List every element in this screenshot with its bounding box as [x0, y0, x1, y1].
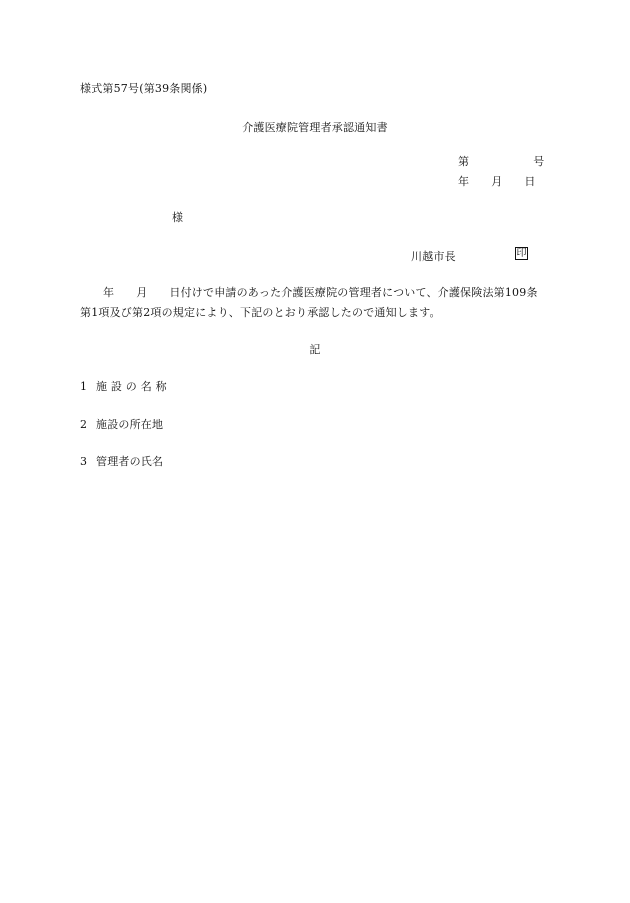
number-prefix: 第 [458, 155, 470, 168]
document-number-line [458, 155, 544, 168]
body-line-1-text: 日付けで申請のあった介護医療院の管理者について、介護保険法第109条 [169, 286, 538, 299]
body-month: 月 [136, 286, 148, 299]
body-line-2: 第1項及び第2項の規定により、下記のとおり承認したので通知します。 [80, 306, 441, 319]
item-label: 管理者の氏名 [96, 455, 164, 468]
addressee: 様 [172, 211, 184, 224]
body-line-1 [103, 286, 538, 299]
item-index: 1 [80, 380, 88, 393]
list-item [80, 418, 163, 431]
ki-heading: 記 [309, 343, 321, 356]
date-day: 日 [524, 175, 536, 188]
body-year: 年 [103, 286, 115, 299]
seal-mark: 印 [516, 248, 527, 259]
number-suffix: 号 [533, 155, 545, 168]
document-title: 介護医療院管理者承認通知書 [242, 121, 388, 134]
item-index: 2 [80, 418, 88, 431]
document-date-line [458, 175, 536, 188]
item-label: 施 設 の 名 称 [96, 380, 167, 393]
item-index: 3 [80, 455, 88, 468]
issuer-name: 川越市長 [411, 250, 456, 263]
list-item [80, 455, 163, 468]
form-number: 様式第57号(第39条関係) [80, 82, 208, 95]
date-month: 月 [491, 175, 503, 188]
item-label: 施設の所在地 [96, 418, 164, 431]
list-item [80, 380, 167, 393]
date-year: 年 [458, 175, 470, 188]
